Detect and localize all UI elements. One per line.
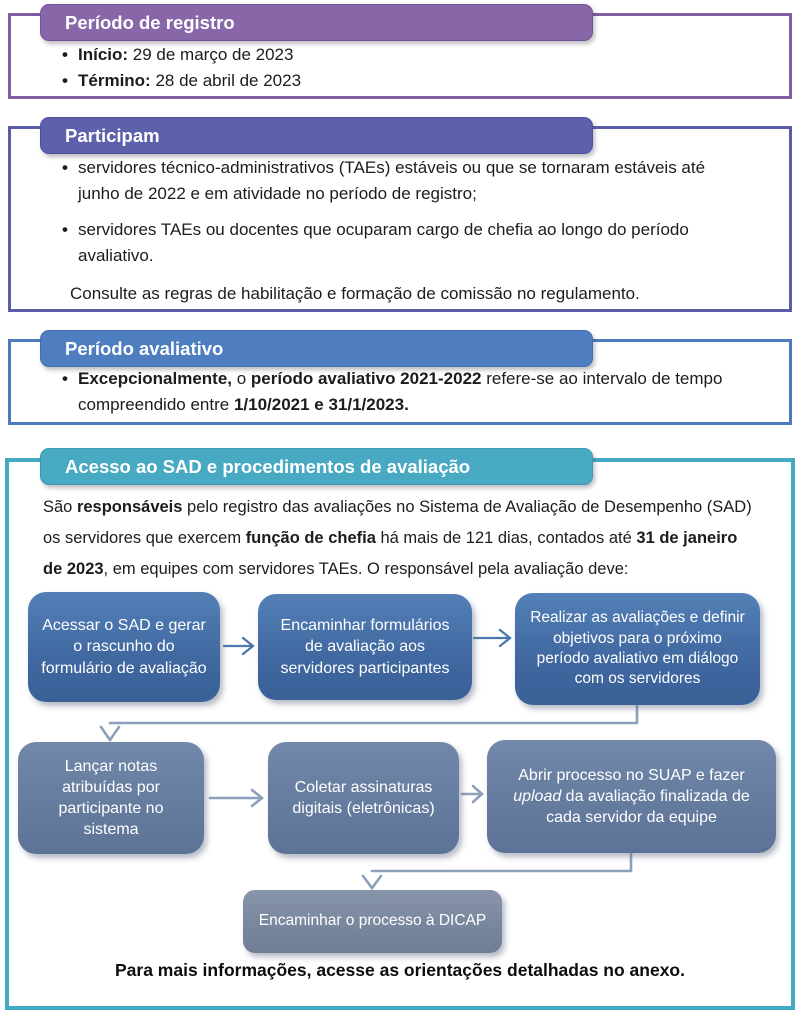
termino-label: Término: (78, 71, 151, 90)
sad-intro-paragraph: São responsáveis pelo registro das avaliações no Sistema de Avaliação de Desempenho (SAD) os servidores que exercem função de chefia há mais de 121 dias, contados até 31 de janeiro de 2023, em equipes com servidores TAEs. O responsável pela avaliação deve: (43, 498, 752, 578)
inicio-label: Início: (78, 45, 129, 64)
flow-step-encaminhar-formularios: Encaminhar formulários de avaliação aos servidores participantes (258, 594, 472, 700)
arrow-step5-step6 (462, 786, 482, 802)
section-acesso-sad (5, 455, 795, 1010)
inicio-value: 29 de março de 2023 (128, 45, 294, 64)
flow-step-lancar-notas: Lançar notas atribuídas por participante no sistema (18, 742, 204, 854)
connector-step3-step4 (101, 705, 637, 740)
flow-step-coletar-assinaturas: Coletar assinaturas digitais (eletrônicas) (268, 742, 459, 854)
bullet-termino (61, 68, 741, 94)
section-header-periodo-registro (40, 4, 593, 41)
bullet-taes: • servidores técnico-administrativos (TAEs) estáveis ou que se tornaram estáveis até junho de 2022 e em atividade no período de registro; (61, 155, 741, 207)
section-header-participam (40, 117, 593, 154)
section-header-periodo-avaliativo (40, 330, 593, 367)
flow-step-acessar-sad: Acessar o SAD e gerar o rascunho do formulário de avaliação (28, 592, 220, 702)
section-header-acesso-sad (40, 448, 593, 485)
flow-step-realizar-avaliacoes: Realizar as avaliações e definir objetivos para o próximo período avaliativo em diálogo com os servidores (515, 593, 760, 705)
flow-step-abrir-processo-suap: Abrir processo no SUAP e fazer upload da avaliação finalizada de cada servidor da equipe (487, 740, 776, 853)
arrow-step1-step2 (224, 638, 253, 654)
connector-step6-step7 (363, 853, 631, 888)
flow-step-encaminhar-dicap: Encaminhar o processo à DICAP (243, 890, 502, 953)
bullet-inicio (61, 42, 741, 68)
section-title: Acesso ao SAD e procedimentos de avaliação (65, 455, 471, 477)
footer-note: Para mais informações, acesse as orientações detalhadas no anexo. (115, 960, 685, 980)
bullet-excepcionalmente: • Excepcionalmente, o período avaliativo 2021-2022 refere-se ao intervalo de tempo compreendido entre 1/10/2021 e 31/1/2023. (61, 366, 741, 418)
section-title: Período avaliativo (65, 337, 224, 359)
arrow-step4-step5 (210, 790, 262, 806)
note-regulamento: Consulte as regras de habilitação e formação de comissão no regulamento. (70, 284, 640, 303)
termino-value: 28 de abril de 2023 (150, 71, 302, 90)
section-title: Participam (65, 124, 160, 146)
bullet-chefia: • servidores TAEs ou docentes que ocuparam cargo de chefia ao longo do período avaliativo. (61, 217, 741, 269)
section-title: Período de registro (65, 11, 235, 33)
arrow-step2-step3 (474, 630, 510, 646)
